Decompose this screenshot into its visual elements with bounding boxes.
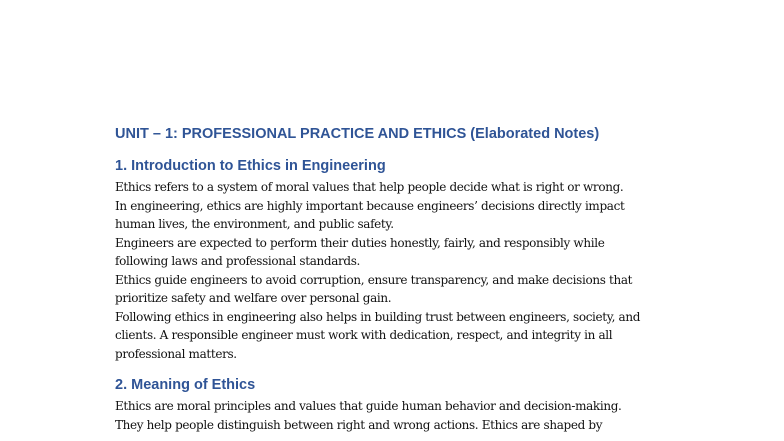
paragraph: Ethics guide engineers to avoid corruption, ensure transparency, and make decisions that prioritize safety and welfare over personal gain. — [115, 272, 633, 305]
paragraph: Following ethics in engineering also helps in building trust between engineers, society, and clients. A responsible engineer must work with dedication, respect, and integrity in all professional matters. — [115, 309, 641, 361]
section-heading-meaning: 2. Meaning of Ethics — [115, 377, 256, 393]
paragraph: Engineers are expected to perform their duties honestly, fairly, and responsibly while following laws and professional standards. — [115, 235, 605, 268]
paragraph: In engineering, ethics are highly important because engineers’ decisions directly impact human lives, the environment, and public safety. — [115, 198, 625, 231]
section-introduction — [115, 156, 675, 363]
document-title: UNIT – 1: PROFESSIONAL PRACTICE AND ETHICS (Elaborated Notes) — [115, 126, 600, 142]
paragraph: They help people distinguish between right and wrong actions. Ethics are shaped by — [115, 417, 603, 432]
section-meaning-of-ethics — [115, 375, 675, 434]
section-heading-introduction: 1. Introduction to Ethics in Engineering — [115, 158, 386, 174]
document-content — [115, 124, 675, 434]
paragraph: Ethics are moral principles and values that guide human behavior and decision-making. — [115, 399, 622, 413]
paragraph: Ethics refers to a system of moral values that help people decide what is right or wrong. — [115, 180, 624, 194]
